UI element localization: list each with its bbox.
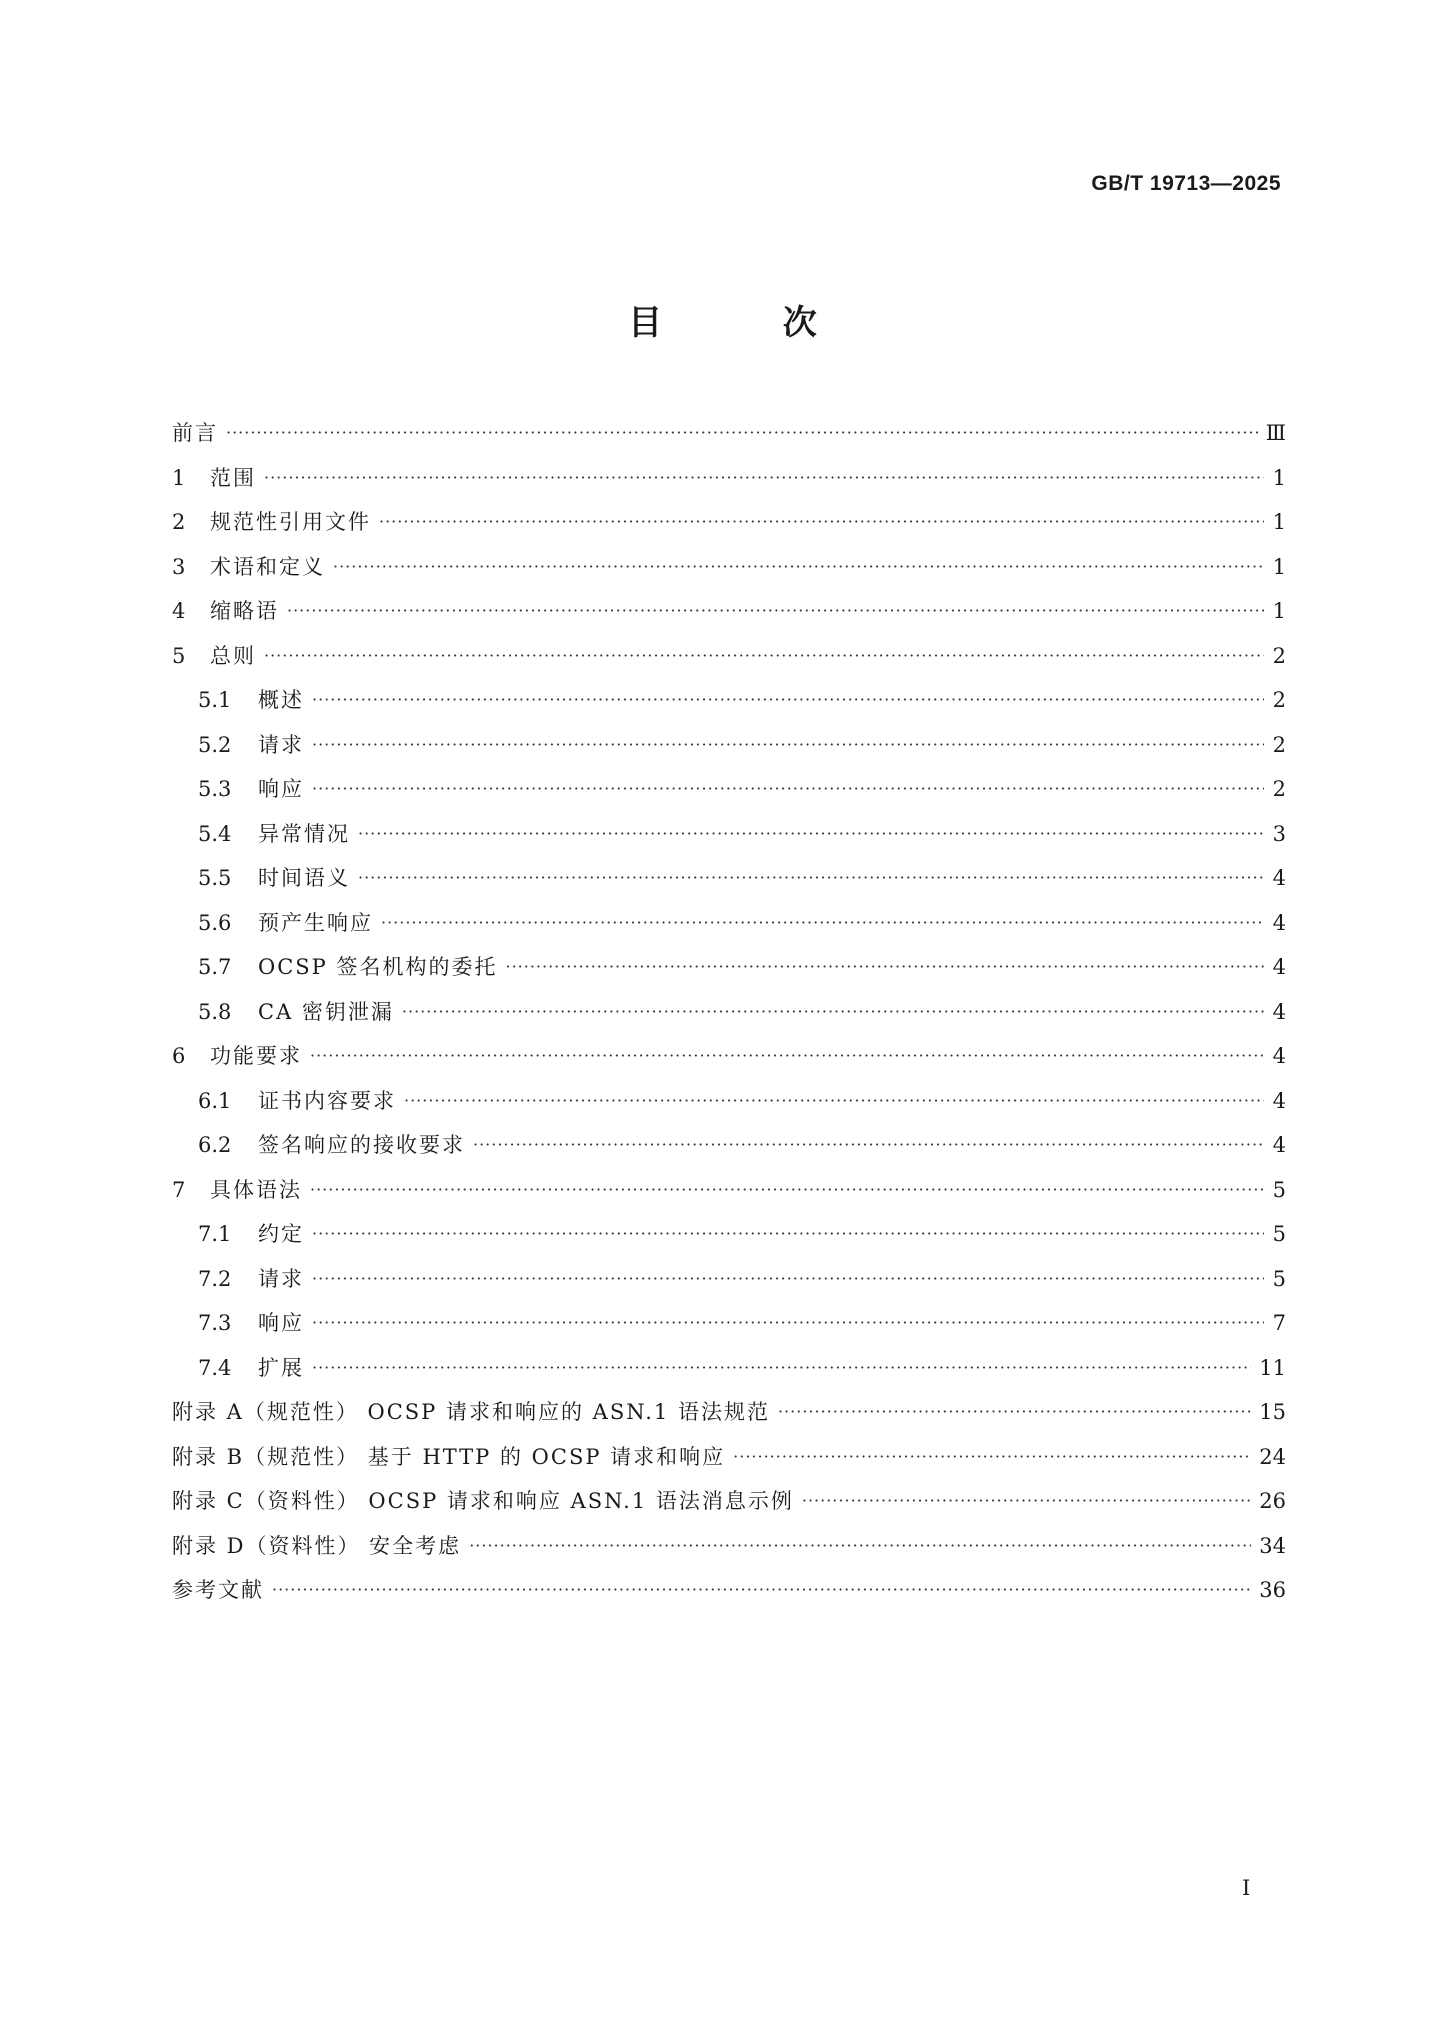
toc-entry-page: 26	[1259, 1489, 1286, 1513]
toc-entry-page: 2	[1272, 643, 1286, 668]
toc-dot-leader	[312, 1346, 1251, 1391]
toc-entry-label: 异常情况	[258, 821, 350, 846]
toc-entry-label: 具体语法	[210, 1177, 302, 1202]
toc-entry[interactable]	[172, 856, 1286, 901]
toc-entry-label: 缩略语	[210, 599, 279, 623]
toc-dot-leader	[505, 945, 1264, 990]
toc-entry[interactable]	[172, 1168, 1286, 1213]
page-number: Ⅰ	[1242, 1876, 1251, 1900]
toc-entry[interactable]	[172, 901, 1286, 946]
toc-entry-number: 5	[172, 643, 186, 668]
toc-entry-page: 1	[1272, 510, 1286, 534]
toc-entry-number: 7.3	[198, 1311, 232, 1335]
toc-dot-leader	[379, 500, 1264, 545]
toc-entry-page: 15	[1259, 1400, 1286, 1424]
toc-entry[interactable]	[172, 456, 1286, 501]
toc-entry-number: 5.2	[198, 732, 232, 757]
toc-entry-page: 4	[1272, 1088, 1286, 1113]
toc-entry-page: 1	[1272, 465, 1286, 490]
toc-entry-page: 11	[1259, 1355, 1286, 1380]
toc-entry-page: 1	[1272, 599, 1286, 623]
toc-entry-page: 34	[1259, 1533, 1286, 1558]
toc-entry[interactable]	[172, 1435, 1286, 1480]
toc-entry[interactable]	[172, 1212, 1286, 1257]
table-of-contents	[172, 411, 1286, 1613]
toc-entry-page: Ⅲ	[1265, 421, 1286, 445]
toc-entry-label: 附录 B（规范性） 基于 HTTP 的 OCSP 请求和响应	[172, 1444, 726, 1469]
toc-entry-number: 5.3	[198, 777, 232, 801]
toc-entry-label: 总则	[210, 643, 256, 668]
toc-entry-page: 4	[1272, 910, 1286, 935]
toc-entry[interactable]	[172, 945, 1286, 990]
toc-entry[interactable]	[172, 589, 1286, 634]
toc-entry-number: 7.1	[198, 1222, 232, 1246]
toc-dot-leader	[312, 723, 1264, 768]
toc-entry-label: 概述	[258, 688, 304, 712]
toc-entry[interactable]	[172, 1301, 1286, 1346]
toc-entry-page: 3	[1272, 821, 1286, 846]
toc-entry-number: 5.8	[198, 999, 232, 1024]
toc-entry[interactable]	[172, 723, 1286, 768]
toc-entry-label: 扩展	[258, 1355, 304, 1380]
toc-entry[interactable]	[172, 812, 1286, 857]
toc-entry-page: 2	[1272, 688, 1286, 712]
toc-entry-number: 7.2	[198, 1266, 232, 1291]
toc-entry-page: 7	[1272, 1311, 1286, 1335]
toc-entry-page: 24	[1259, 1444, 1286, 1469]
toc-entry-label: 规范性引用文件	[210, 510, 371, 534]
toc-entry-number: 1	[172, 465, 186, 490]
toc-entry-label: 响应	[258, 777, 304, 801]
toc-entry[interactable]	[172, 545, 1286, 590]
toc-dot-leader	[802, 1479, 1251, 1524]
toc-entry[interactable]	[172, 411, 1286, 456]
toc-entry[interactable]	[172, 1257, 1286, 1302]
toc-entry-number: 6.1	[198, 1088, 232, 1113]
toc-entry-label: 预产生响应	[258, 910, 373, 935]
toc-entry[interactable]	[172, 1079, 1286, 1124]
toc-dot-leader	[310, 1168, 1264, 1213]
toc-entry-number: 3	[172, 554, 186, 579]
toc-entry-label: 附录 D（资料性） 安全考虑	[172, 1533, 462, 1558]
toc-dot-leader	[358, 812, 1264, 857]
toc-dot-leader	[272, 1568, 1251, 1613]
toc-entry-label: 响应	[258, 1311, 304, 1335]
toc-entry-label: 范围	[210, 465, 256, 490]
toc-entry-page: 2	[1272, 777, 1286, 801]
toc-entry-page: 1	[1272, 554, 1286, 579]
toc-entry-page: 2	[1272, 732, 1286, 757]
toc-dot-leader	[333, 545, 1264, 590]
toc-entry-number: 5.7	[198, 955, 232, 979]
toc-entry-number: 2	[172, 510, 186, 534]
toc-dot-leader	[733, 1435, 1251, 1480]
toc-entry-label: 请求	[258, 1266, 304, 1291]
toc-entry-label: 约定	[258, 1222, 304, 1246]
toc-entry-label: OCSP 签名机构的委托	[258, 955, 498, 979]
toc-entry-page: 36	[1259, 1578, 1286, 1602]
toc-entry-label: 证书内容要求	[258, 1088, 396, 1113]
toc-entry-number: 5.1	[198, 688, 232, 712]
toc-dot-leader	[469, 1524, 1251, 1569]
toc-entry-label: 参考文献	[172, 1578, 264, 1602]
toc-entry[interactable]	[172, 1524, 1286, 1569]
toc-entry[interactable]	[172, 1568, 1286, 1613]
toc-entry-page: 4	[1272, 999, 1286, 1024]
toc-entry-label: 请求	[258, 732, 304, 757]
toc-dot-leader	[473, 1123, 1264, 1168]
toc-dot-leader	[312, 1301, 1264, 1346]
toc-dot-leader	[226, 411, 1258, 456]
toc-entry-label: 时间语义	[258, 866, 350, 890]
toc-entry-number: 5.5	[198, 866, 232, 890]
standard-code: GB/T 19713—2025	[1091, 172, 1281, 195]
toc-entry-label: 签名响应的接收要求	[258, 1133, 465, 1157]
toc-entry-page: 5	[1272, 1266, 1286, 1291]
toc-dot-leader	[312, 678, 1264, 723]
toc-entry-page: 4	[1272, 955, 1286, 979]
toc-dot-leader	[312, 767, 1264, 812]
toc-entry-number: 7	[172, 1177, 186, 1202]
toc-entry[interactable]	[172, 1390, 1286, 1435]
toc-dot-leader	[312, 1212, 1264, 1257]
toc-entry[interactable]	[172, 1034, 1286, 1079]
toc-entry-page: 5	[1272, 1177, 1286, 1202]
toc-entry-number: 5.4	[198, 821, 232, 846]
toc-dot-leader	[287, 589, 1264, 634]
toc-dot-leader	[264, 456, 1264, 501]
toc-dot-leader	[402, 990, 1264, 1035]
toc-dot-leader	[312, 1257, 1264, 1302]
toc-entry-page: 4	[1272, 866, 1286, 890]
toc-entry[interactable]	[172, 990, 1286, 1035]
toc-entry-page: 4	[1272, 1133, 1286, 1157]
toc-entry-number: 6.2	[198, 1133, 232, 1157]
toc-entry-label: 前言	[172, 421, 218, 445]
toc-entry[interactable]	[172, 1123, 1286, 1168]
toc-entry[interactable]	[172, 1346, 1286, 1391]
toc-dot-leader	[264, 634, 1264, 679]
toc-entry-label: 附录 A（规范性） OCSP 请求和响应的 ASN.1 语法规范	[172, 1400, 770, 1424]
page-title: 目 次	[628, 303, 872, 343]
toc-entry-label: CA 密钥泄漏	[258, 999, 394, 1024]
toc-dot-leader	[778, 1390, 1251, 1435]
toc-dot-leader	[404, 1079, 1264, 1124]
toc-entry-number: 6	[172, 1044, 186, 1068]
toc-entry-label: 功能要求	[210, 1044, 302, 1068]
toc-dot-leader	[358, 856, 1264, 901]
toc-entry-number: 4	[172, 599, 186, 623]
toc-entry-number: 7.4	[198, 1355, 232, 1380]
toc-entry[interactable]	[172, 767, 1286, 812]
toc-entry[interactable]	[172, 678, 1286, 723]
toc-entry[interactable]	[172, 1479, 1286, 1524]
toc-entry-label: 术语和定义	[210, 554, 325, 579]
toc-entry-page: 4	[1272, 1044, 1286, 1068]
toc-entry[interactable]	[172, 500, 1286, 545]
toc-entry[interactable]	[172, 634, 1286, 679]
toc-entry-number: 5.6	[198, 910, 232, 935]
toc-dot-leader	[381, 901, 1264, 946]
toc-entry-page: 5	[1272, 1222, 1286, 1246]
toc-entry-label: 附录 C（资料性） OCSP 请求和响应 ASN.1 语法消息示例	[172, 1489, 794, 1513]
toc-dot-leader	[310, 1034, 1264, 1079]
